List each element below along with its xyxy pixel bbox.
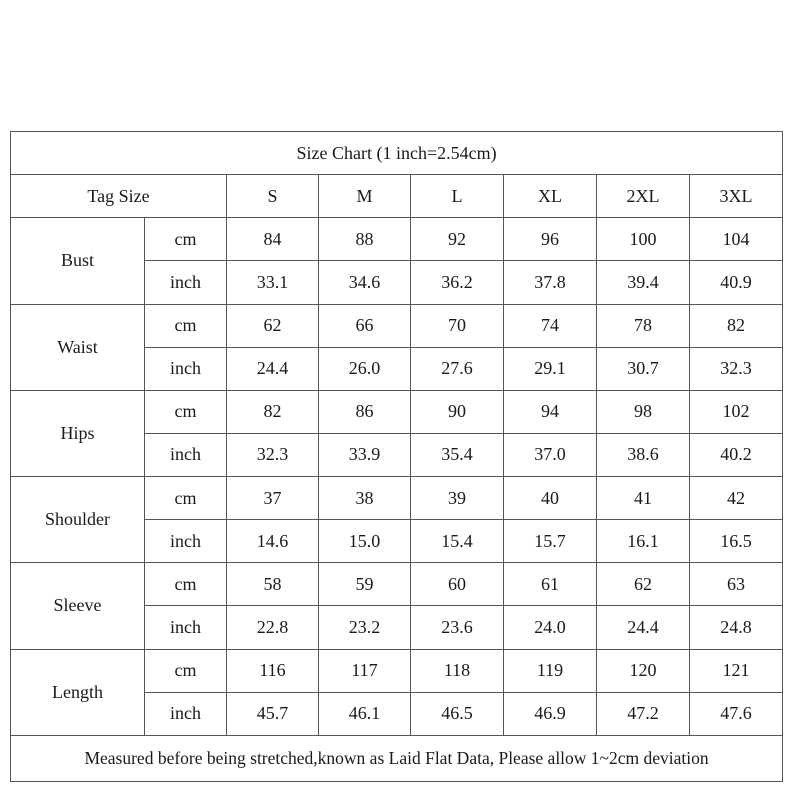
value-cell: 37.0 bbox=[504, 433, 597, 476]
value-cell: 15.7 bbox=[504, 520, 597, 563]
value-cell: 37.8 bbox=[504, 261, 597, 304]
value-cell: 35.4 bbox=[411, 433, 504, 476]
value-cell: 117 bbox=[319, 649, 411, 692]
value-cell: 46.9 bbox=[504, 692, 597, 735]
size-header-cell: L bbox=[411, 175, 504, 218]
unit-label: cm bbox=[145, 218, 227, 261]
value-cell: 82 bbox=[690, 304, 783, 347]
footer-note: Measured before being stretched,known as Laid Flat Data, Please allow 1~2cm deviation bbox=[11, 735, 783, 781]
unit-label: inch bbox=[145, 261, 227, 304]
unit-label: cm bbox=[145, 649, 227, 692]
value-cell: 45.7 bbox=[227, 692, 319, 735]
value-cell: 36.2 bbox=[411, 261, 504, 304]
value-cell: 92 bbox=[411, 218, 504, 261]
value-cell: 22.8 bbox=[227, 606, 319, 649]
value-cell: 24.4 bbox=[597, 606, 690, 649]
value-cell: 24.0 bbox=[504, 606, 597, 649]
value-cell: 62 bbox=[227, 304, 319, 347]
value-cell: 82 bbox=[227, 390, 319, 433]
measurement-name: Sleeve bbox=[11, 563, 145, 649]
value-cell: 38.6 bbox=[597, 433, 690, 476]
value-cell: 60 bbox=[411, 563, 504, 606]
value-cell: 104 bbox=[690, 218, 783, 261]
unit-label: inch bbox=[145, 520, 227, 563]
chart-title: Size Chart (1 inch=2.54cm) bbox=[11, 132, 783, 175]
value-cell: 100 bbox=[597, 218, 690, 261]
unit-label: cm bbox=[145, 390, 227, 433]
value-cell: 16.5 bbox=[690, 520, 783, 563]
table-row bbox=[11, 304, 783, 347]
unit-label: inch bbox=[145, 347, 227, 390]
value-cell: 88 bbox=[319, 218, 411, 261]
value-cell: 40 bbox=[504, 477, 597, 520]
value-cell: 32.3 bbox=[690, 347, 783, 390]
value-cell: 39 bbox=[411, 477, 504, 520]
unit-label: inch bbox=[145, 433, 227, 476]
value-cell: 38 bbox=[319, 477, 411, 520]
size-header-cell: S bbox=[227, 175, 319, 218]
value-cell: 34.6 bbox=[319, 261, 411, 304]
value-cell: 86 bbox=[319, 390, 411, 433]
unit-label: cm bbox=[145, 304, 227, 347]
value-cell: 40.9 bbox=[690, 261, 783, 304]
value-cell: 29.1 bbox=[504, 347, 597, 390]
value-cell: 40.2 bbox=[690, 433, 783, 476]
value-cell: 94 bbox=[504, 390, 597, 433]
value-cell: 98 bbox=[597, 390, 690, 433]
measurement-name: Length bbox=[11, 649, 145, 735]
value-cell: 47.6 bbox=[690, 692, 783, 735]
value-cell: 30.7 bbox=[597, 347, 690, 390]
value-cell: 66 bbox=[319, 304, 411, 347]
value-cell: 24.4 bbox=[227, 347, 319, 390]
value-cell: 14.6 bbox=[227, 520, 319, 563]
measurement-name: Waist bbox=[11, 304, 145, 390]
footer-row bbox=[11, 735, 783, 781]
size-header-cell: XL bbox=[504, 175, 597, 218]
value-cell: 26.0 bbox=[319, 347, 411, 390]
value-cell: 70 bbox=[411, 304, 504, 347]
value-cell: 37 bbox=[227, 477, 319, 520]
value-cell: 84 bbox=[227, 218, 319, 261]
value-cell: 102 bbox=[690, 390, 783, 433]
table-row bbox=[11, 477, 783, 520]
unit-label: inch bbox=[145, 692, 227, 735]
table-row bbox=[11, 218, 783, 261]
size-header-cell: 2XL bbox=[597, 175, 690, 218]
title-row bbox=[11, 132, 783, 175]
value-cell: 121 bbox=[690, 649, 783, 692]
value-cell: 59 bbox=[319, 563, 411, 606]
value-cell: 27.6 bbox=[411, 347, 504, 390]
value-cell: 39.4 bbox=[597, 261, 690, 304]
unit-label: cm bbox=[145, 563, 227, 606]
value-cell: 33.9 bbox=[319, 433, 411, 476]
table-row bbox=[11, 563, 783, 606]
header-row bbox=[11, 175, 783, 218]
unit-label: inch bbox=[145, 606, 227, 649]
measurement-name: Shoulder bbox=[11, 477, 145, 563]
value-cell: 74 bbox=[504, 304, 597, 347]
value-cell: 42 bbox=[690, 477, 783, 520]
measurement-name: Bust bbox=[11, 218, 145, 304]
measurement-name: Hips bbox=[11, 390, 145, 476]
value-cell: 33.1 bbox=[227, 261, 319, 304]
value-cell: 120 bbox=[597, 649, 690, 692]
table-row bbox=[11, 649, 783, 692]
value-cell: 58 bbox=[227, 563, 319, 606]
value-cell: 32.3 bbox=[227, 433, 319, 476]
value-cell: 61 bbox=[504, 563, 597, 606]
value-cell: 23.6 bbox=[411, 606, 504, 649]
value-cell: 96 bbox=[504, 218, 597, 261]
value-cell: 15.4 bbox=[411, 520, 504, 563]
value-cell: 63 bbox=[690, 563, 783, 606]
value-cell: 116 bbox=[227, 649, 319, 692]
value-cell: 118 bbox=[411, 649, 504, 692]
value-cell: 15.0 bbox=[319, 520, 411, 563]
value-cell: 24.8 bbox=[690, 606, 783, 649]
value-cell: 16.1 bbox=[597, 520, 690, 563]
value-cell: 47.2 bbox=[597, 692, 690, 735]
value-cell: 23.2 bbox=[319, 606, 411, 649]
value-cell: 78 bbox=[597, 304, 690, 347]
tag-size-header: Tag Size bbox=[11, 175, 227, 218]
value-cell: 62 bbox=[597, 563, 690, 606]
value-cell: 46.5 bbox=[411, 692, 504, 735]
size-header-cell: 3XL bbox=[690, 175, 783, 218]
table-row bbox=[11, 390, 783, 433]
size-header-cell: M bbox=[319, 175, 411, 218]
value-cell: 119 bbox=[504, 649, 597, 692]
value-cell: 90 bbox=[411, 390, 504, 433]
unit-label: cm bbox=[145, 477, 227, 520]
size-chart-table bbox=[10, 131, 783, 782]
value-cell: 46.1 bbox=[319, 692, 411, 735]
value-cell: 41 bbox=[597, 477, 690, 520]
